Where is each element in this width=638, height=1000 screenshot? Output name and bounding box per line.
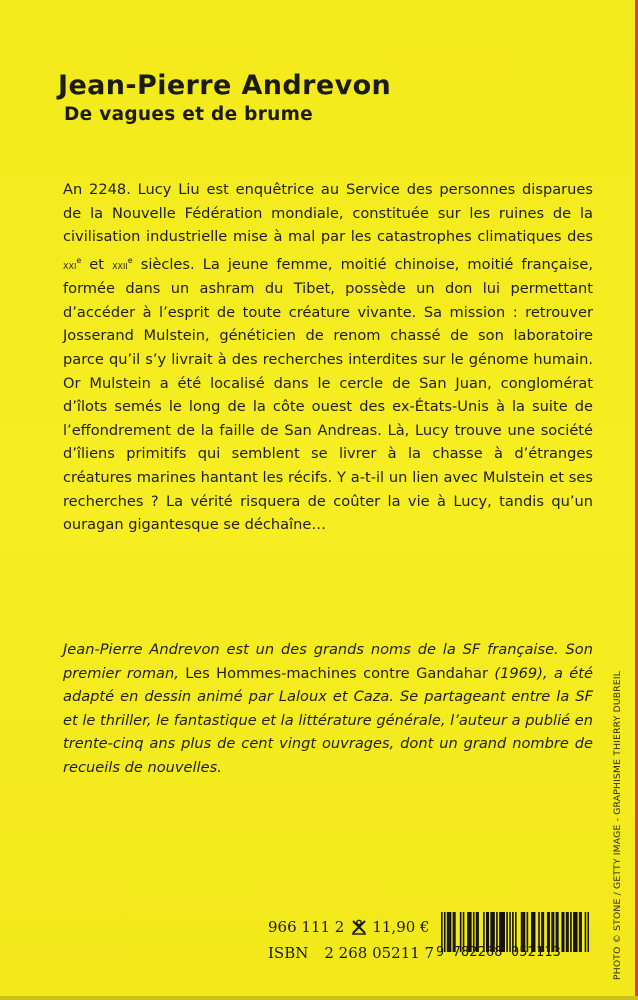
- synopsis-part: An 2248. Lucy Liu est enquêtrice au Service des personnes disparues de la Nouvelle Fédération mondiale, constituée sur les ruines de la civilisation industrielle mise à mal par les catastrophes climatiques des: [63, 181, 593, 246]
- price-value: 11,90 €: [372, 918, 430, 936]
- author-name: Jean-Pierre Andrevon: [58, 70, 392, 101]
- synopsis-text: [63, 178, 593, 537]
- bio-part: Jean-Pierre Andrevon est un des grands noms de la SF française. Son premier roman,: [63, 641, 593, 682]
- bio-part: (1969), a été adapté en dessin animé par Laloux et Caza. Se partageant entre la SF et le thriller, le fantastique et la littérature générale, l’auteur a publié en trente-cinq ans plus de cent vingt ouvrages, dont un grand nombre de recueils de nouvelles.: [63, 664, 593, 776]
- synopsis-part: et: [81, 255, 113, 273]
- cover-bottom-edge: [0, 996, 638, 1000]
- century-numeral: xxii: [112, 257, 128, 272]
- century-numeral: xxi: [63, 257, 77, 272]
- synopsis-part: siècles. La jeune femme, moitié chinoise, moitié française, formée dans un ashram du Tibet, possède un don lui permettant d’accéder à l’esprit de toute créature vivante. Sa mission : retrouver Josserand Mulstein, généticien de renom chassé de son laboratoire parce qu’il s’y livrait à des recherches interdites sur le génome humain. Or Mulstein a été localisé dans le cercle de San Juan, conglomérat d’îlots semés le long de la côte ouest des ex-États-Unis à la suite de l’effondrement de la faille de San Andreas. Là, Lucy trouve une société d’îliens primitifs qui semblent se livrer à la chasse à d’étranges créatures marines hantant les récifs. Y a-t-il un lien avec Mulstein et ses recherches ? La vérité risquera de coûter la vie à Lucy, tandis qu’un ouragan gigantesque se déchaîne…: [63, 255, 594, 534]
- book-title: De vagues et de brume: [64, 104, 314, 125]
- century-suffix: e: [76, 255, 82, 265]
- photo-credits: PHOTO © STONE / GETTY IMAGE - GRAPHISME THIERRY DUBREIL: [612, 670, 623, 980]
- isbn-number: 2 268 05211 7: [324, 944, 435, 962]
- publisher-logo-icon: [350, 919, 368, 935]
- barcode-digits: 9 782268 052113: [436, 944, 561, 960]
- isbn-label: ISBN: [268, 944, 309, 962]
- century-suffix: e: [127, 255, 133, 265]
- isbn-line: [268, 944, 434, 962]
- book-reference: Les Hommes-machines contre Gandahar: [185, 664, 488, 682]
- price-code: 966 111 2: [268, 918, 345, 936]
- author-bio: [63, 638, 593, 780]
- price-line: [268, 918, 430, 936]
